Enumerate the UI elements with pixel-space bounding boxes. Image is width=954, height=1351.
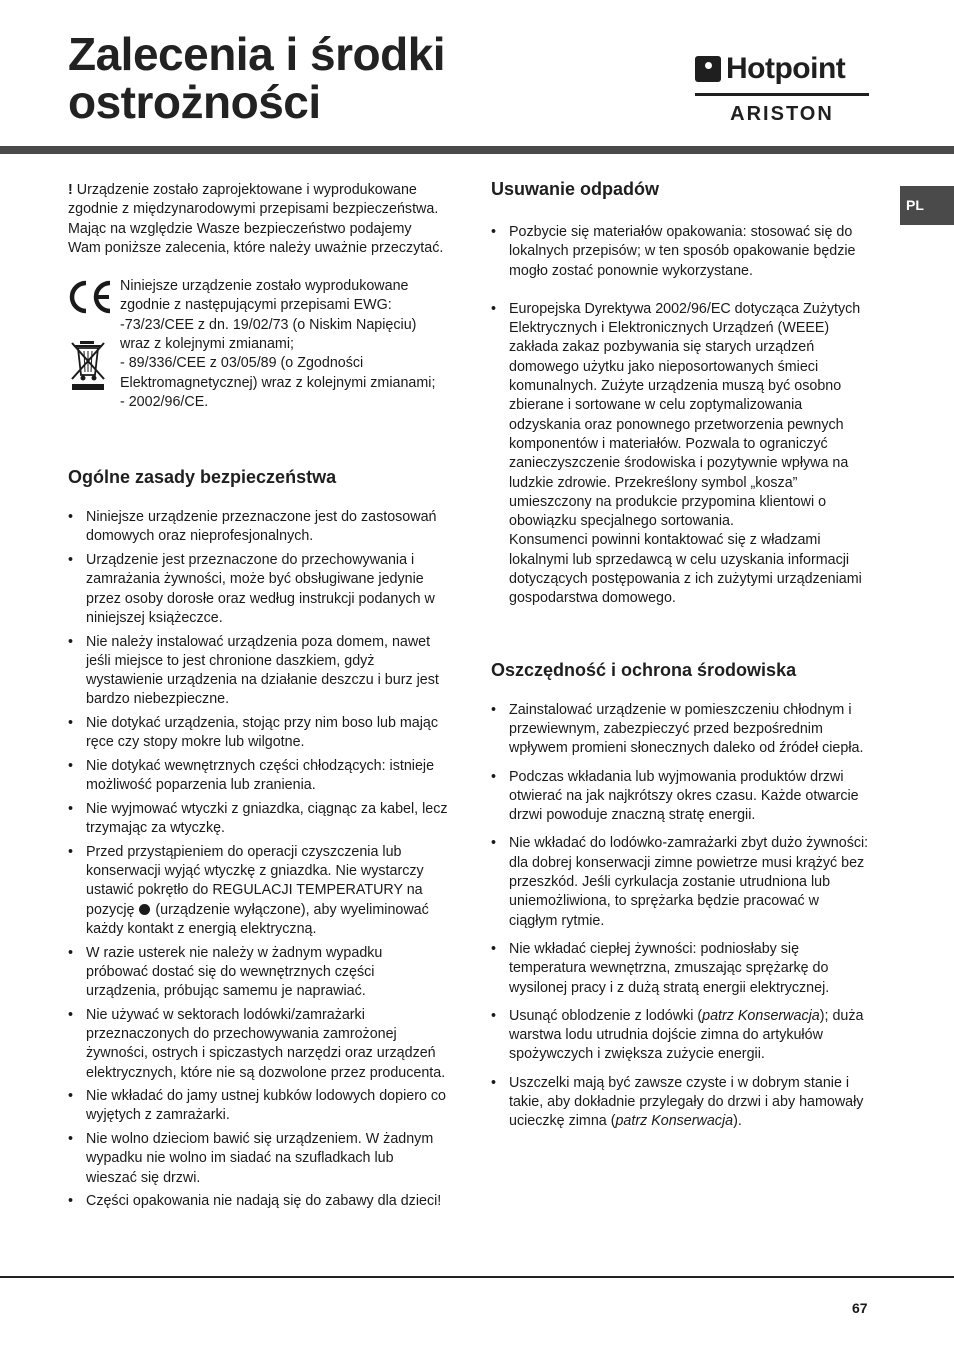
brand-sub-name: ARISTON [730,103,834,125]
certification-line: -73/23/CEE z dn. 19/02/73 (o Niskim Napięciu) wraz z kolejnymi zmianami; [120,316,417,353]
brand-name: Hotpoint [726,52,846,85]
certification-line: - 89/336/CEE z 03/05/89 (o Zgodności Elektromagnetycznej) wraz z kolejnymi zmianami; [120,355,436,391]
list-item: • Podczas wkładania lub wyjmowania produktów drzwi otwierać na jak najkrótszy okres czasu. Każde otwarcie drzwi powoduje znaczną stratę energii. [491,768,871,826]
item-text: Uszczelki mają być zawsze czyste i w dobrym stanie i takie, aby dokładnie przylegały do drzwi i aby hamowały ucieczkę zimna ( [509,1074,864,1130]
list-item: • Nie należy instalować urządzenia poza domem, nawet jeśli miejsce to jest chronione daszkiem, gdyż wystawienie urządzenia na działanie deszczu i burz jest bardzo niebezpieczne. [68,633,448,710]
certification-line: - 2002/96/CE. [120,393,209,410]
power-off-text-b: (urządzenie wyłączone), aby wyeliminować każdy kontakt z energią elektryczną. [86,901,429,937]
page-number: 67 [852,1300,868,1316]
intro-text: Urządzenie zostało zaprojektowane i wyprodukowane zgodnie z międzynarodowymi przepisami bezpieczeństwa. Mając na względzie Wasze bezpieczeństwo podajemy Wam poniższe zalecenia, które należy uważnie przeczytać. [68,182,444,256]
language-tab: PL [900,186,954,225]
certification-line: Niniejsze urządzenie zostało wyprodukowane zgodnie z następującymi przepisami EWG: [120,278,409,314]
list-item: • Nie wkładać do jamy ustnej kubków lodowych dopiero co wyjętych z zamrażarki. [68,1087,448,1126]
list-item [491,1007,871,1065]
item-text: ). [733,1113,742,1130]
list-item [491,1074,871,1132]
list-item: • Nie wyjmować wtyczki z gniazdka, ciągnąc za kabel, lecz trzymając za wtyczkę. [68,800,448,839]
page-title: Zalecenia i środki ostrożności [68,28,446,128]
list-item: • Nie dotykać urządzenia, stojąc przy nim boso lub mając ręce czy stopy mokre lub wilgotne. [68,714,448,753]
list-item: • Nie wkładać ciepłej żywności: podniosłaby się temperatura wewnętrzna, zmuszając sprężarkę do wysilonej pracy i z dużą stratą energii elektrycznej. [491,940,871,998]
weee-bin-icon [68,339,108,393]
eco-heading: Oszczędność i ochrona środowiska [491,659,797,680]
list-item: • Zainstalować urządzenie w pomieszczeniu chłodnym i przewiewnym, zabezpieczyć przed bezpośrednim wpływem promieni słonecznych daleko od źródeł ciepła. [491,701,871,759]
consumer-paragraph: Konsumenci powinni kontaktować się z władzami lokalnymi lub sprzedawcą w celu uzyskania informacji dotyczących postępowania z ich zużytymi urządzeniami gospodarstwa domowego. [509,532,862,607]
list-item: • Nie używać w sektorach lodówki/zamrażarki przeznaczonych do przechowywania zamrożonej żywności, ostrych i spiczastych narzędzi oraz urządzeń elektrycznych, które nie są dozwolone przez producenta. [68,1006,448,1083]
list-item: • W razie usterek nie należy w żadnym wypadku próbować dostać się do wewnętrznych części urządzenia, próbując samemu je naprawiać. [68,944,448,1002]
waste-list [491,223,871,609]
list-item: • Części opakowania nie nadają się do zabawy dla dzieci! [68,1192,448,1211]
certification-block [68,277,448,427]
eco-list [491,701,871,1132]
ce-mark-icon [66,279,114,315]
left-column [68,181,448,1216]
cross-reference: patrz Konserwacja [615,1113,734,1130]
list-item: • Nie wkładać do lodówko-zamrażarki zbyt dużo żywności: dla dobrej konserwacji zimne powietrze musi krążyć bez przeszkód. Jeśli cyrkulacja zostanie utrudniona lub uniemożliwiona, to sprężarka będzie pracować w ciągłym rytmie. [491,834,871,930]
logo-divider [695,93,869,96]
cross-reference: patrz Konserwacja [702,1007,820,1024]
list-item: • Niniejsze urządzenie przeznaczone jest do zastosowań domowych oraz nieprofesjonalnych. [68,508,448,547]
header-bar [0,146,954,154]
warning-mark: ! [68,182,73,198]
general-safety-heading: Ogólne zasady bezpieczeństwa [68,467,337,488]
item-text: ); duża warstwa lodu utrudnia dojście zimna do artykułów spożywczych i zwiększa zużycie energii. [509,1007,864,1063]
intro-paragraph [68,181,448,258]
list-item: • Urządzenie jest przeznaczone do przechowywania i zamrażania żywności, może być obsługiwane jedynie przez osoby dorosłe oraz według instrukcji podanych w niniejszej książeczce. [68,551,448,628]
weee-paragraph: • Europejska Dyrektywa 2002/96/EC dotycząca Zużytych Elektrycznych i Elektronicznych Urządzeń (WEEE) zakłada zakaz pozbywania się starych urządzeń domowego użytku jako nieposortowanych śmieci komunalnych. Zużyte urządzenia muszą być osobno zbierane i sortowane w celu zoptymalizowania odzyskania oraz ponownego przetworzenia pewnych komponentów i materiałów. Pozwala to ograniczyć zanieczyszczenie środowiska i pozytywnie wpływa na ludzkie zdrowie. Przekreślony symbol „kosza” umieszczony na produkcie przypomina klientowi o obowiązku specjalnego sortowania. [509,300,861,530]
general-safety-list [68,508,448,1211]
waste-heading: Usuwanie odpadów [491,179,660,199]
list-item: • Nie wolno dzieciom bawić się urządzeniem. W żadnym wypadku nie wolno im siadać na szufladkach lub wieszać się drzwi. [68,1130,448,1188]
footer-divider [0,1276,954,1278]
list-item [491,300,871,609]
list-item: • Nie dotykać wewnętrznych części chłodzących: istnieje możliwość poparzenia lub zranienia. [68,757,448,796]
power-off-text-a: Przed przystąpieniem do operacji czyszczenia lub konserwacji wyjąć wtyczkę z gniazdka. Nie wystarczy ustawić pokrętło do REGULACJI TEMPERATURY na pozycję [86,843,424,918]
off-position-icon [139,904,150,915]
brand-logo [695,52,869,126]
list-item: • Pozbycie się materiałów opakowania: stosować się do lokalnych przepisów; w ten sposób opakowanie będzie mogło zostać ponownie wykorzystane. [491,223,871,281]
list-item [68,843,448,939]
hotpoint-logo-icon [695,56,721,82]
item-text: Usunąć oblodzenie z lodówki ( [509,1007,703,1024]
right-column [491,178,871,1141]
